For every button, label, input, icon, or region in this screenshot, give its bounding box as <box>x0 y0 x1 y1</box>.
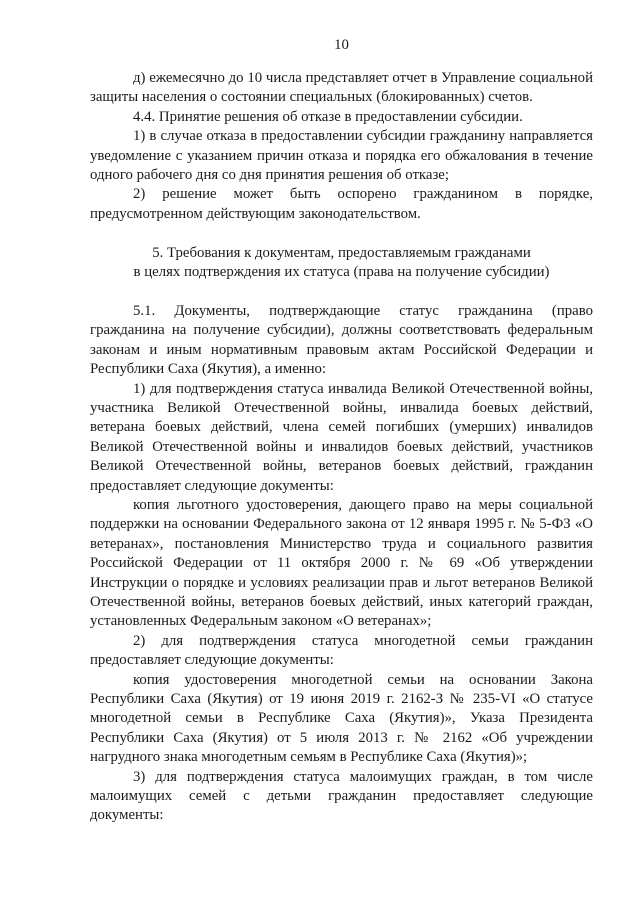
paragraph-line: законам и иным нормативным правовым актам Российской Федерации и <box>90 341 593 358</box>
paragraph-line: одного рабочего дня со дня принятия решения об отказе; <box>90 167 449 184</box>
paragraph-line: Республики Саха (Якутия) от 5 июля 2013 г. № 2162 «Об учреждении <box>90 729 593 746</box>
paragraph-line: д) ежемесячно до 10 числа представляет отчет в Управление социальной <box>133 70 593 86</box>
paragraph-line: 1) для подтверждения статуса инвалида Великой Отечественной войны, <box>133 380 593 397</box>
paragraph-line: Отечественной войны, ветеранов боевых действий, иных категорий граждан, <box>90 593 593 610</box>
paragraph-clause-4-4 <box>90 108 593 127</box>
paragraph-line: нагрудного знака многодетным семьям в Республике Саха (Якутия)»; <box>90 749 528 766</box>
paragraph-line: многодетной семьи в Республике Саха (Якутия)», Указа Президента <box>90 710 593 727</box>
section-5-heading <box>90 244 593 283</box>
paragraph-line: гражданина на получение субсидии), должны соответствовать федеральным <box>90 322 593 339</box>
paragraph-line: предоставляет следующие документы: <box>90 652 334 669</box>
paragraph-line: ветерана боевых действий, члена семей погибших (умерших) инвалидов <box>90 419 593 436</box>
paragraph-5-1-item-2 <box>90 632 593 671</box>
paragraph-line: 5.1. Документы, подтверждающие статус гражданина (право <box>133 302 593 319</box>
paragraph-line: установленных Федеральным законом «О ветеранах»; <box>90 613 432 630</box>
paragraph-line: поддержки на основании Федерального закона от 12 января 1995 г. № 5-ФЗ «О <box>90 516 593 533</box>
paragraph-line: 4.4. Принятие решения об отказе в предоставлении субсидии. <box>133 108 523 125</box>
paragraph-5-1-item-1 <box>90 380 593 496</box>
heading-line: 5. Требования к документам, предоставляемым гражданами <box>152 244 531 261</box>
paragraph-clause-5-1 <box>90 302 593 380</box>
paragraph-line: 2) для подтверждения статуса многодетной семьи гражданин <box>133 632 593 649</box>
paragraph-line: малоимущих семей с детьми гражданин предоставляет следующие <box>90 788 593 805</box>
paragraph-line: Российской Федерации от 11 октября 2000 г. № 69 «Об утверждении <box>90 555 593 572</box>
paragraph-line: 2) решение может быть оспорено гражданином в порядке, <box>133 186 593 203</box>
heading-line: в целях подтверждения их статуса (права на получение субсидии) <box>133 264 550 281</box>
blank-line <box>90 224 593 243</box>
paragraph-line: 1) в случае отказа в предоставлении субсидии гражданину направляется <box>133 128 593 145</box>
page-number: 10 <box>334 37 349 53</box>
paragraph-item-d <box>90 69 593 108</box>
paragraph-5-1-item-1-documents <box>90 496 593 632</box>
paragraph-line: Великой Отечественной войны, ветеранов боевых действий, гражданин <box>90 458 593 475</box>
paragraph-line: Инструкции о порядке и условиях реализации прав и льгот ветеранов Великой <box>90 574 593 591</box>
paragraph-line: копия удостоверения многодетной семьи на основании Закона <box>133 671 593 688</box>
paragraph-4-4-item-1 <box>90 127 593 185</box>
paragraph-line: копия льготного удостоверения, дающего право на меры социальной <box>133 496 593 513</box>
paragraph-line: 3) для подтверждения статуса малоимущих граждан, в том числе <box>133 768 593 785</box>
paragraph-4-4-item-2 <box>90 185 593 224</box>
paragraph-line: предусмотренном действующим законодательством. <box>90 205 421 222</box>
paragraph-line: Республики Саха (Якутия), а именно: <box>90 361 326 378</box>
blank-line <box>90 282 593 301</box>
paragraph-line: Великой Отечественной войны и инвалидов боевых действий, участников <box>90 438 593 455</box>
paragraph-line: защиты населения о состоянии специальных (блокированных) счетов. <box>90 89 533 106</box>
paragraph-line: участника Великой Отечественной войны, инвалида боевых действий, <box>90 399 593 416</box>
paragraph-line: Республики Саха (Якутия) от 19 июня 2019 г. 2162-З № 235-VI «О статусе <box>90 691 593 707</box>
paragraph-line: уведомление с указанием причин отказа и порядка его обжалования в течение <box>90 147 593 164</box>
paragraph-line: документы: <box>90 807 164 824</box>
paragraph-5-1-item-3 <box>90 768 593 826</box>
paragraph-5-1-item-2-documents <box>90 671 593 768</box>
document-body <box>90 69 593 826</box>
paragraph-line: ветеранах», постановления Министерство труда и социального развития <box>90 535 593 552</box>
paragraph-line: предоставляет следующие документы: <box>90 477 334 494</box>
